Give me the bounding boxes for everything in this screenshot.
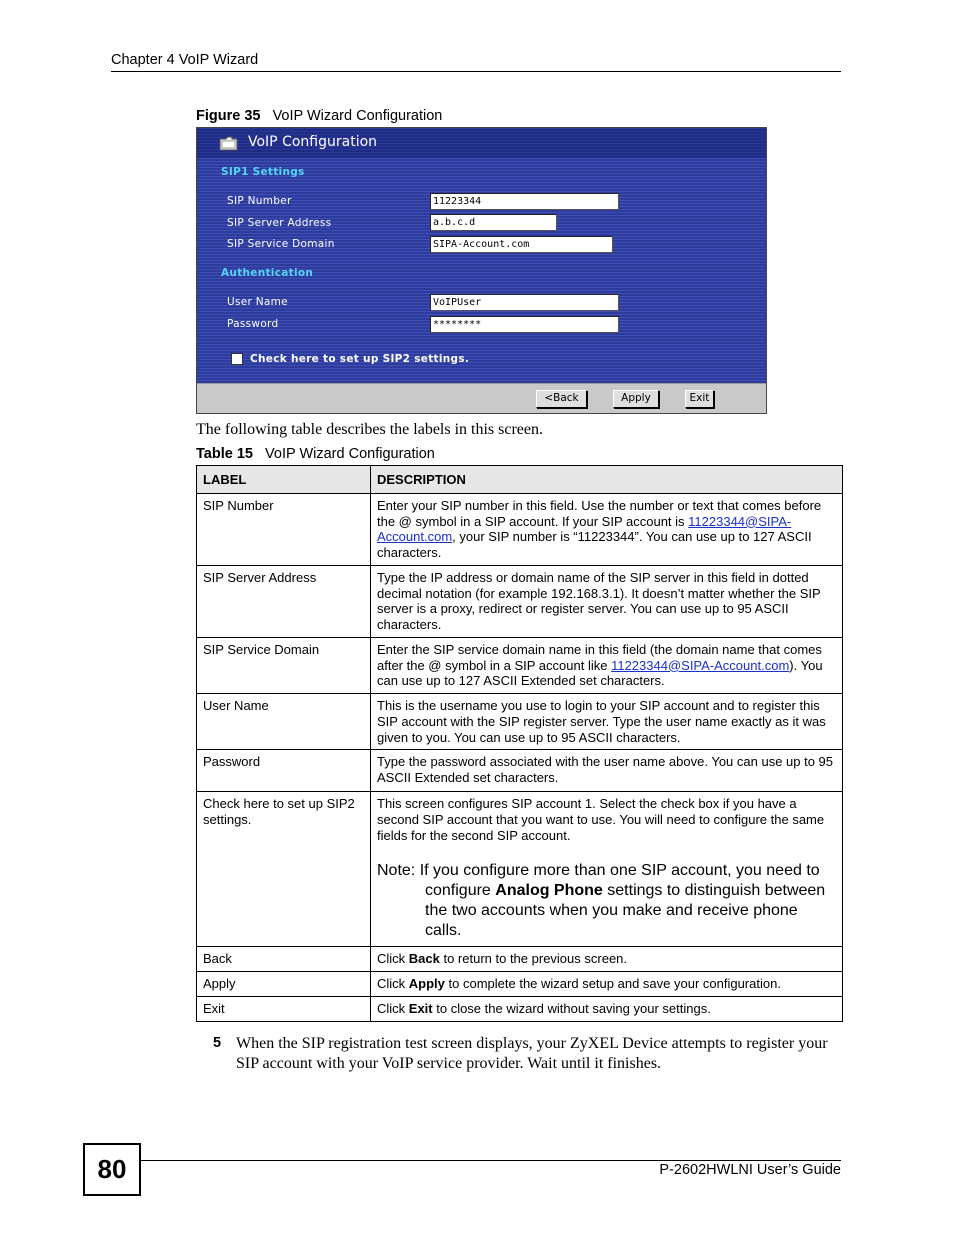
back-button[interactable]: <Back <box>536 390 587 408</box>
table-row <box>197 750 843 792</box>
description-text: Enter the SIP service domain name in this field (the domain name that comes after the @ symbol in a SIP account like <box>377 642 822 673</box>
description-text: Enter your SIP number in this field. Use the number or text that comes before the @ symbol in a SIP account. If your SIP account is <box>377 498 822 529</box>
footer-rule <box>141 1160 841 1161</box>
page-number: 80 <box>83 1143 141 1196</box>
table-row <box>197 566 843 638</box>
button-bar <box>197 383 766 414</box>
table-row <box>197 494 843 566</box>
table-row <box>197 972 843 997</box>
note-text: Note: If you configure more than one SIP account, you need to configure <box>377 862 820 900</box>
row-description: Type the password associated with the user name above. You can use up to 95 ASCII Extended set characters. <box>371 750 843 792</box>
sip2-checkbox[interactable] <box>231 353 243 365</box>
note <box>377 861 837 941</box>
folder-icon <box>219 136 238 151</box>
description-text: to close the wizard without saving your settings. <box>432 1001 711 1017</box>
header-rule <box>111 71 841 72</box>
table-row <box>197 997 843 1022</box>
password-label: Password <box>227 318 279 330</box>
description-text: to return to the previous screen. <box>439 951 628 967</box>
row-label: Password <box>197 750 371 792</box>
row-description <box>371 972 843 997</box>
row-description <box>371 792 843 947</box>
description-bold-text: Apply <box>408 976 445 992</box>
exit-button[interactable]: Exit <box>685 390 714 408</box>
figure-title: VoIP Wizard Configuration <box>272 108 443 124</box>
note-text: settings to distinguish between the two accounts when you make and receive phone calls. <box>425 882 826 940</box>
row-label: Exit <box>197 997 371 1022</box>
description-text: ). You can use up to 127 ASCII Extended set characters. <box>377 657 823 689</box>
sip-number-input[interactable]: 11223344 <box>430 193 619 210</box>
row-description: Type the IP address or domain name of the SIP server in this field in dotted decimal notation (for example 192.168.3.1). It doesn’t matter whether the SIP server is a proxy, redirect or register server. You can use up to 95 ASCII characters. <box>371 566 843 638</box>
panel-title-bar <box>197 128 766 158</box>
guide-title: P-2602HWLNI User’s Guide <box>659 1162 841 1178</box>
description-bold-text: Exit <box>408 1001 433 1017</box>
label-column-header: LABEL <box>197 466 371 494</box>
row-description <box>371 638 843 694</box>
apply-button[interactable]: Apply <box>613 390 659 408</box>
row-label: Check here to set up SIP2 settings. <box>197 792 371 947</box>
sip-account-link[interactable]: 11223344@SIPA-Account.com <box>611 657 790 673</box>
step-number: 5 <box>213 1035 222 1051</box>
row-description <box>371 947 843 972</box>
sip-service-domain-input[interactable]: SIPA-Account.com <box>430 236 613 253</box>
figure-caption <box>196 108 442 124</box>
note-bold-text: Analog Phone <box>495 882 603 900</box>
chapter-header: Chapter 4 VoIP Wizard <box>111 52 259 68</box>
table-header-row <box>197 466 843 494</box>
row-label: Back <box>197 947 371 972</box>
row-label: SIP Server Address <box>197 566 371 638</box>
row-label: Apply <box>197 972 371 997</box>
table-caption <box>196 446 435 462</box>
intro-text: The following table describes the labels in this screen. <box>196 421 544 438</box>
figure-number: Figure 35 <box>196 108 261 124</box>
description-text: Click <box>377 976 409 992</box>
table-row <box>197 947 843 972</box>
description-text: to complete the wizard setup and save your configuration. <box>444 976 781 992</box>
sip-server-address-label: SIP Server Address <box>227 217 332 229</box>
sip-server-address-input[interactable]: a.b.c.d <box>430 214 557 231</box>
table-row <box>197 638 843 694</box>
description-bold-text: Back <box>408 951 440 967</box>
row-label: SIP Service Domain <box>197 638 371 694</box>
panel-title: VoIP Configuration <box>248 134 378 150</box>
description-column-header: DESCRIPTION <box>371 466 843 494</box>
sip2-checkbox-label: Check here to set up SIP2 settings. <box>250 353 470 365</box>
sip-service-domain-label: SIP Service Domain <box>227 238 335 250</box>
table-row <box>197 792 843 947</box>
description-text: , your SIP number is “11223344”. You can use up to 127 ASCII characters. <box>377 529 812 561</box>
step-text: When the SIP registration test screen displays, your ZyXEL Device attempts to register your SIP account with your VoIP service provider. Wait until it finishes. <box>236 1035 828 1072</box>
table-row <box>197 694 843 750</box>
table-title: VoIP Wizard Configuration <box>265 446 435 462</box>
row-description <box>371 997 843 1022</box>
sip-account-link[interactable]: 11223344@SIPA-Account.com <box>377 513 792 545</box>
row-label: SIP Number <box>197 494 371 566</box>
voip-configuration-screenshot <box>196 127 767 414</box>
description-text: Click <box>377 1001 409 1017</box>
authentication-heading: Authentication <box>221 267 314 279</box>
row-label: User Name <box>197 694 371 750</box>
password-input[interactable]: ******** <box>430 316 619 333</box>
row-description: This is the username you use to login to your SIP account and to register this SIP account with the SIP register server. Type the user name exactly as it was given to you. You can use up to 95 ASCII characters. <box>371 694 843 750</box>
description-table <box>196 465 843 1022</box>
table-number: Table 15 <box>196 446 253 462</box>
user-name-input[interactable]: VoIPUser <box>430 294 619 311</box>
sip-number-label: SIP Number <box>227 195 292 207</box>
user-name-label: User Name <box>227 296 288 308</box>
description-text: This screen configures SIP account 1. Select the check box if you have a second SIP account that you want to use. You will need to configure the same fields for the second SIP account. <box>377 796 825 843</box>
row-description <box>371 494 843 566</box>
description-text: Click <box>377 951 409 967</box>
sip1-settings-heading: SIP1 Settings <box>221 166 305 178</box>
